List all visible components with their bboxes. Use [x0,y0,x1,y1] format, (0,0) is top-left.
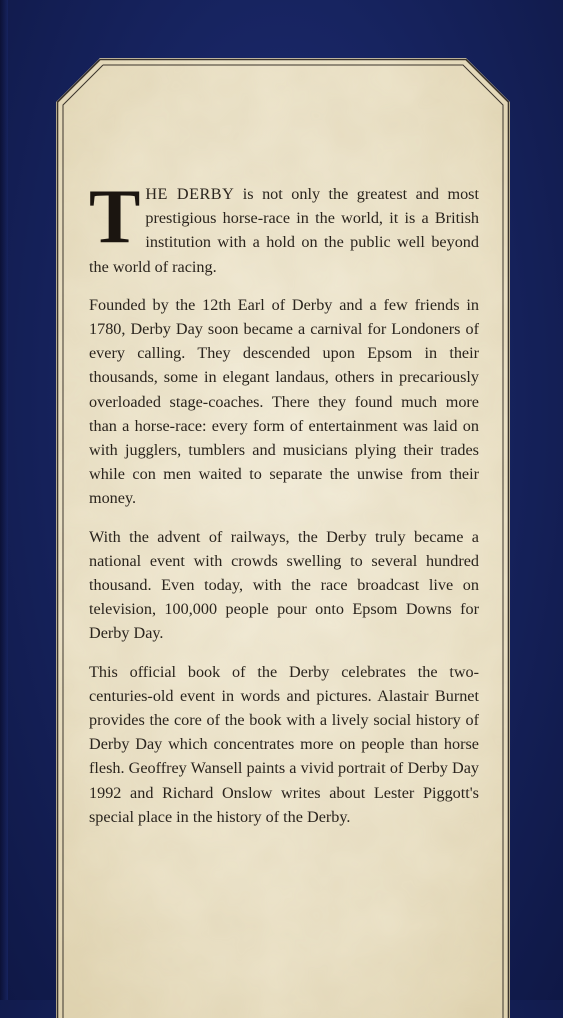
blurb-text [89,182,479,843]
paragraph-2: Founded by the 12th Earl of Derby and a few friends in 1780, Derby Day soon became a carnival for Londoners of every calling. They descended upon Epsom in their thousands, some in elegant landaus, others in precariously overloaded stage-coaches. There they found much more than a horse-race: every form of entertainment was laid on with jugglers, tumblers and musicians plying their trades while con men waited to separate the unwise from their money. [89,293,479,511]
paragraph-1 [89,182,479,279]
paragraph-4: This official book of the Derby celebrates the two-centuries-old event in words and pictures. Alastair Burnet provides the core of the book with a lively social history of Derby Day which concentrates more on people than horse flesh. Geoffrey Wansell paints a vivid portrait of Derby Day 1992 and Richard Onslow writes about Lester Piggott's special place in the history of the Derby. [89,660,479,829]
blurb-panel [56,58,510,1018]
paragraph-1-text: is not only the greatest and most prestigious horse-race in the world, it is a British institution with a hold on the public well beyond the world of racing. [89,185,479,276]
paragraph-3: With the advent of railways, the Derby truly became a national event with crowds swelling to several hundred thousand. Even today, with the race broadcast live on television, 100,000 people pour onto Epsom Downs for Derby Day. [89,525,479,646]
book-spine-edge [0,0,8,1000]
lead-words: HE DERBY [145,185,234,203]
drop-cap: T [89,185,139,247]
